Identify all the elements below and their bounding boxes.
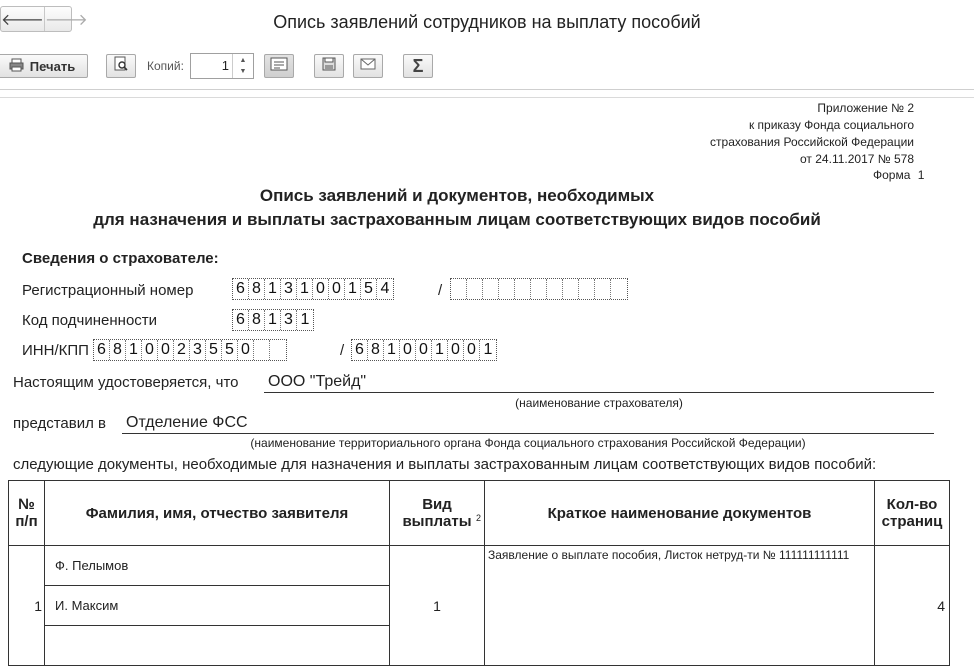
col-header-name: Фамилия, имя, отчество заявителя [45,481,390,546]
following-docs-text: следующие документы, необходимые для назначения и выплаты застрахованным лицам соответствующих видов пособий: [13,456,877,473]
document-top-divider [0,97,974,98]
kpp-digit-cell: 0 [416,340,432,360]
kpp-digit-cell: 0 [448,340,464,360]
reg-ext-digit-cell [579,279,595,299]
form-word: Форма [873,168,911,182]
inn-cells [93,339,287,361]
inn-kpp-slash: / [340,342,345,359]
table-header-row [9,481,950,546]
type-footnote: 2 [475,513,481,523]
name-part-surname: Ф. Пелымов [45,546,390,586]
inn-digit-cell: 2 [174,340,190,360]
reg-ext-digit-cell [515,279,531,299]
reg-ext-digit-cell [451,279,467,299]
appendix-block [710,100,914,168]
reg-number-cells [232,278,394,300]
subordination-digit-cell: 8 [249,310,265,330]
kpp-digit-cell: 1 [432,340,448,360]
table-row [9,546,950,586]
inn-digit-cell: 6 [94,340,110,360]
window-title: Опись заявлений сотрудников на выплату пособий [273,12,701,32]
reg-digit-cell: 5 [361,279,377,299]
reg-ext-digit-cell [563,279,579,299]
page-settings-button[interactable] [264,54,294,78]
row-type: 1 [390,546,485,666]
back-arrow-icon[interactable]: 🡐 [1,11,44,29]
kpp-digit-cell: 6 [352,340,368,360]
print-button[interactable] [0,54,88,78]
reg-digit-cell: 1 [345,279,361,299]
copies-label: Копий: [147,59,184,73]
copies-input[interactable] [190,53,254,79]
reg-digit-cell: 1 [297,279,313,299]
save-icon [322,57,336,76]
copies-spinner[interactable] [232,54,253,78]
title-line-2: для назначения и выплаты застрахованным лицам соответствующих видов пособий [93,210,821,229]
reg-digit-cell: 0 [329,279,345,299]
reg-digit-cell: 3 [281,279,297,299]
chevron-down-icon[interactable]: ▼ [239,68,247,75]
email-button[interactable] [353,54,383,78]
name-part-patronymic [45,626,390,666]
reg-ext-digit-cell [483,279,499,299]
preview-icon [113,56,129,77]
subordination-digit-cell: 3 [281,310,297,330]
row-num: 1 [9,546,45,666]
insurer-name-field: ООО "Трейд" [264,372,934,393]
form-number: 1 [917,168,925,182]
kpp-digit-cell: 0 [400,340,416,360]
forward-arrow-icon[interactable]: 🡒 [44,7,88,31]
documents-table [8,480,950,666]
inn-digit-cell: 0 [158,340,174,360]
reg-ext-cells [450,278,628,300]
subordination-digit-cell: 1 [300,311,310,328]
save-button[interactable] [314,54,344,78]
fss-office-caption: (наименование территориального органа Фонда социального страхования Российской Федерации) [250,436,806,450]
appendix-line: от 24.11.2017 № 578 [800,152,914,166]
inn-digit-cell: 3 [190,340,206,360]
appendix-line: Приложение № 2 [817,101,914,115]
preview-button[interactable] [106,54,136,78]
copies-value: 1 [221,58,229,73]
subordination-digit-cell: 6 [233,310,249,330]
fss-office-field: Отделение ФСС [122,413,934,434]
inn-digit-cell: 5 [206,340,222,360]
document-title [0,184,914,232]
reg-slash: / [438,282,443,299]
reg-digit-cell: 0 [313,279,329,299]
reg-digit-cell: 8 [249,279,265,299]
reg-digit-cell: 1 [265,279,281,299]
kpp-digit-cell: 1 [483,341,493,358]
print-label: Печать [29,58,76,74]
kpp-digit-cell: 0 [464,340,480,360]
inn-digit-cell: 0 [238,340,254,360]
inn-digit-cell: 5 [222,340,238,360]
insurer-heading: Сведения о страхователе: [22,250,219,267]
form-label [873,168,924,182]
subordination-digit-cell: 1 [265,310,281,330]
inn-digit-cell: 1 [126,340,142,360]
col-header-pages: Кол-во страниц [875,481,950,546]
certify-text: Настоящим удостоверяется, что [13,374,239,391]
reg-number-label: Регистрационный номер [22,282,194,299]
toolbar-divider [0,89,974,90]
row-pages: 4 [875,546,950,666]
row-docs: Заявление о выплате пособия, Листок нетруд-ти № 111111111111 [485,546,875,666]
page-settings-icon [270,56,288,77]
kpp-digit-cell: 8 [368,340,384,360]
kpp-digit-cell: 1 [384,340,400,360]
appendix-line: страхования Российской Федерации [710,135,914,149]
reg-ext-digit-cell [467,279,483,299]
chevron-up-icon[interactable]: ▲ [239,57,247,64]
presented-text: представил в [13,415,107,432]
reg-digit-cell: 6 [233,279,249,299]
sum-button[interactable] [403,54,433,78]
subordination-label: Код подчиненности [22,312,158,329]
reg-digit-cell: 4 [380,280,390,297]
insurer-name-caption: (наименование страхователя) [515,396,683,410]
reg-ext-digit-cell [499,279,515,299]
reg-ext-digit-cell [595,279,611,299]
inn-digit-cell: 8 [110,340,126,360]
kpp-cells [351,339,497,361]
appendix-line: к приказу Фонда социального [748,118,914,132]
email-icon [360,57,376,75]
inn-digit-cell [270,340,286,360]
inn-digit-cell [254,340,270,360]
printer-icon [9,58,24,75]
sum-icon: Σ [412,55,424,76]
col-header-num: № п/п [9,481,45,546]
col-header-type-label: Вид выплаты [402,496,472,530]
name-part-first: И. Максим [45,586,390,626]
subordination-cells [232,309,314,331]
inn-digit-cell: 0 [142,340,158,360]
inn-kpp-label: ИНН/КПП [22,342,89,359]
col-header-type [390,481,485,546]
reg-ext-digit-cell [547,279,563,299]
reg-ext-digit-cell [611,279,627,299]
title-line-1: Опись заявлений и документов, необходимых [259,186,655,205]
col-header-docs: Краткое наименование документов [485,481,875,546]
reg-ext-digit-cell [531,279,547,299]
